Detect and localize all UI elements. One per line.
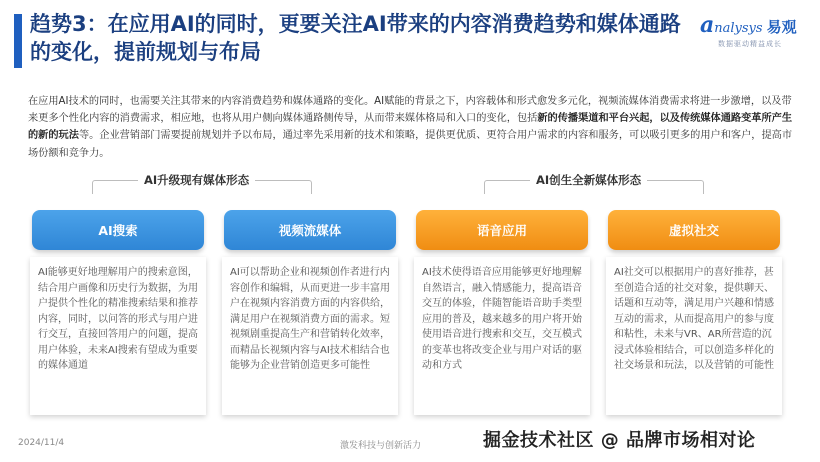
card-virtual-social: AI社交可以根据用户的喜好推荐，甚至创造合适的社交对象，提供聊天、话题和互动等，满足用户兴趣和情感互动的需求，从而提高用户的参与度和粘性，未来与VR、AR所营造的沉浸式体验相结合，可以创造多样化的社交场景和玩法，以及营销的可能性 bbox=[606, 257, 782, 415]
logo-chinese-name: 易观 bbox=[766, 18, 797, 36]
footer-slogan: 激发科技与创新活力 bbox=[340, 441, 422, 451]
intro-text-bold: 新的传播渠道和平台兴起，以及传统媒体通路变革所产生的新的玩法 bbox=[28, 113, 793, 142]
pill-ai-search: AI搜索 bbox=[32, 210, 204, 250]
page-title: 趋势3：在应用AI的同时，更要关注AI带来的内容消费趋势和媒体通路的变化，提前规划与布局 bbox=[30, 12, 681, 64]
logo-slogan: 数据驱动精益成长 bbox=[718, 40, 782, 48]
analysys-logo bbox=[700, 12, 810, 52]
card-voice-app: AI技术使得语音应用能够更好地理解自然语言，融入情感能力，提高语音交互的体验，伴随智能语音助手类型应用的普及，越来越多的用户将开始使用语音进行搜索和交互，交互模式的变革也将改变企业与用户对话的驱动和方式 bbox=[414, 257, 590, 415]
footer-date: 2024/11/4 bbox=[18, 438, 65, 448]
logo-letter: a bbox=[700, 12, 715, 38]
title-accent-bar bbox=[14, 14, 22, 68]
intro-paragraph bbox=[28, 93, 798, 162]
intro-text-part2: 等。企业营销部门需要提前规划并予以布局，通过率先采用新的技术和策略，提供更优质、更符合用户需求的内容和服务，可以吸引更多的用户和客户，提高市场份额和竞争力。 bbox=[28, 130, 793, 159]
group-title-create: AI创生全新媒体形态 bbox=[530, 172, 647, 188]
pill-virtual-social: 虚拟社交 bbox=[608, 210, 780, 250]
card-ai-search: AI能够更好地理解用户的搜索意图，结合用户画像和历史行为数据，为用户提供个性化的精准搜索结果和推荐内容，同时，以问答的形式与用户进行交互，直接回答用户的问题，提高用户体验，未来AI搜索有望成为重要的媒体通道 bbox=[30, 257, 206, 415]
pill-voice-app: 语音应用 bbox=[416, 210, 588, 250]
group-title-upgrade: AI升级现有媒体形态 bbox=[138, 172, 255, 188]
card-video-streaming: AI可以帮助企业和视频创作者进行内容创作和编辑，从而更进一步丰富用户在视频内容消费方面的内容供给，满足用户在视频消费方面的需求。短视频剧重提高生产和营销转化效率，而精品长视频内容与AI技术相结合也能够为企业营销创造更多可能性 bbox=[222, 257, 398, 415]
intro-text-part1: 在应用AI技术的同时，也需要关注其带来的内容消费趋势和媒体通路的变化。AI赋能的背景之下，内容载体和形式愈发多元化，视频流媒体消费需求将进一步激增，以及带来更多个性化内容的消费需求，相应地，也将从用户侧向媒体通路侧传导，从而带来媒体格局和入口的变化，包括 bbox=[28, 96, 792, 125]
pill-video-streaming: 视频流媒体 bbox=[224, 210, 396, 250]
logo-word: nalysys bbox=[714, 21, 763, 36]
watermark: 掘金技术社区 @ 品牌市场相对论 bbox=[483, 430, 756, 451]
